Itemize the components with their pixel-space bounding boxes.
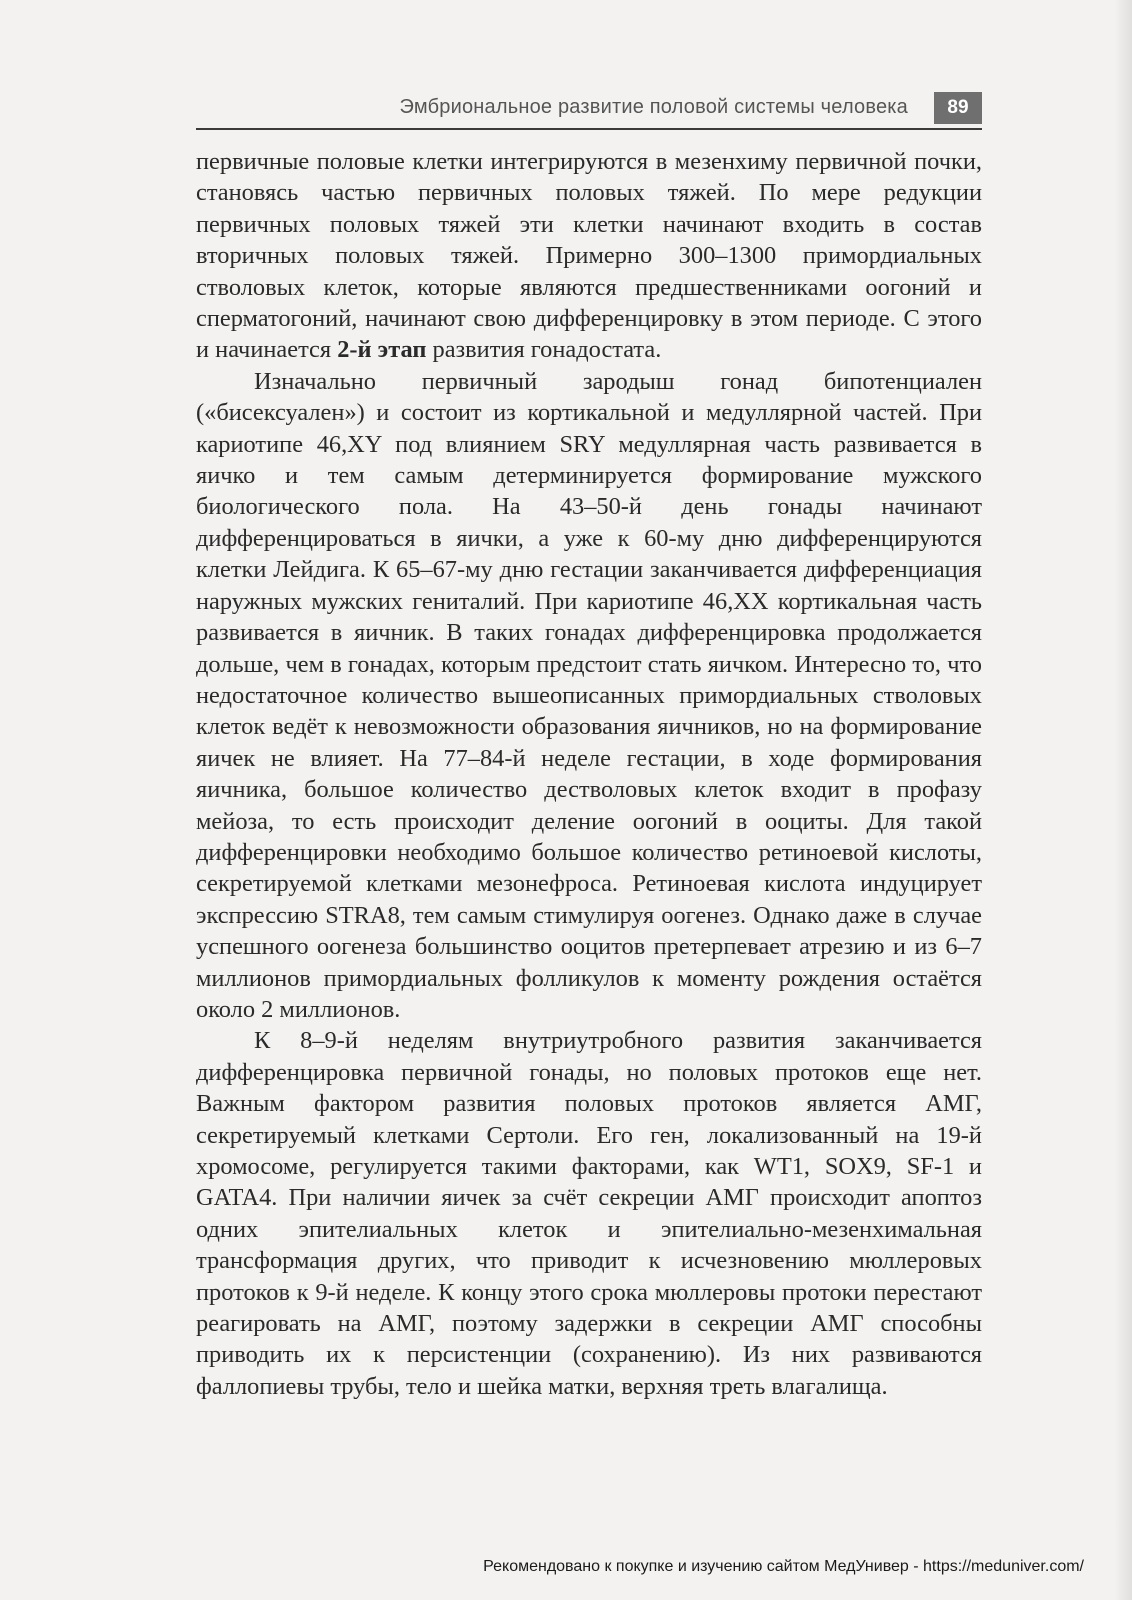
body-text: [196, 146, 982, 1402]
paragraph-1: [196, 146, 982, 366]
page-edge-shadow: [1114, 0, 1132, 1600]
header-title: Эмбриональное развитие половой системы человека: [399, 96, 908, 118]
paragraph-3: К 8–9-й неделям внутриутробного развития заканчивается дифференцировка первичной гонады, но половых протоков еще нет. Важным фактором развития половых протоков является АМГ, секретируемый клетками Сертоли. Его ген, локализованный на 19-й хромосоме, регулируется такими факторами, как WT1, SOX9, SF-1 и GATA4. При наличии яичек за счёт секреции АМГ происходит апоптоз одних эпителиальных клеток и эпителиально-мезенхимальная трансформация других, что приводит к исчезновению мюллеровых протоков к 9-й неделе. К концу этого срока мюллеровы протоки перестают реагировать на АМГ, поэтому задержки в секреции АМГ способны приводить их к персистенции (сохранению). Из них развиваются фаллопиевы трубы, тело и шейка матки, верхняя треть влагалища.: [196, 1027, 982, 1400]
paragraph-1-text: первичные половые клетки интегрируются в мезенхиму первичной почки, становясь частью первичных половых тяжей. По мере редукции первичных половых тяжей эти клетки начинают входить в состав вторичных половых тяжей. Примерно 300–1300 примордиальных стволовых клеток, которые являются предшественниками оогоний и сперматогоний, начинают свою дифференцировку в этом периоде. С этого и начинается: [196, 148, 982, 364]
paragraph-2: Изначально первичный зародыш гонад бипотенциален («бисексуален») и состоит из кортикальной и медуллярной частей. При кариотипе 46,XY под влиянием SRY медуллярная часть развивается в яичко и тем самым детерминируется формирование мужского биологического пола. На 43–50-й день гонады начинают дифференцироваться в яички, а уже к 60-му дню дифференцируются клетки Лейдига. К 65–67-му дню гестации заканчивается дифференциация наружных мужских гениталий. При кариотипе 46,XX кортикальная часть развивается в яичник. В таких гонадах дифференцировка продолжается дольше, чем в гонадах, которым предстоит стать яичком. Интересно то, что недостаточное количество вышеописанных примордиальных стволовых клеток ведёт к невозможности образования яичников, но на формирование яичек не влияет. На 77–84-й неделе гестации, в ходе формирования яичника, большое количество дестволовых клеток входит в профазу мейоза, то есть происходит деление оогоний в ооциты. Для такой дифференцировки необходимо большое количество ретиноевой кислоты, секретируемой клетками мезонефроса. Ретиноевая кислота индуцирует экспрессию STRA8, тем самым стимулируя оогенез. Однако даже в случае успешного оогенеза большинство ооцитов претерпевает атрезию и из 6–7 миллионов примордиальных фолликулов к моменту рождения остаётся около 2 миллионов.: [196, 367, 982, 1023]
running-header: [196, 90, 982, 130]
page-number: 89: [934, 92, 982, 124]
paragraph-1-end: развития гонадостата.: [426, 336, 662, 364]
footer-note: Рекомендовано к покупке и изучению сайтом МедУнивер - https://meduniver.com/: [483, 1558, 1084, 1575]
stage-term: 2-й этап: [337, 336, 427, 364]
